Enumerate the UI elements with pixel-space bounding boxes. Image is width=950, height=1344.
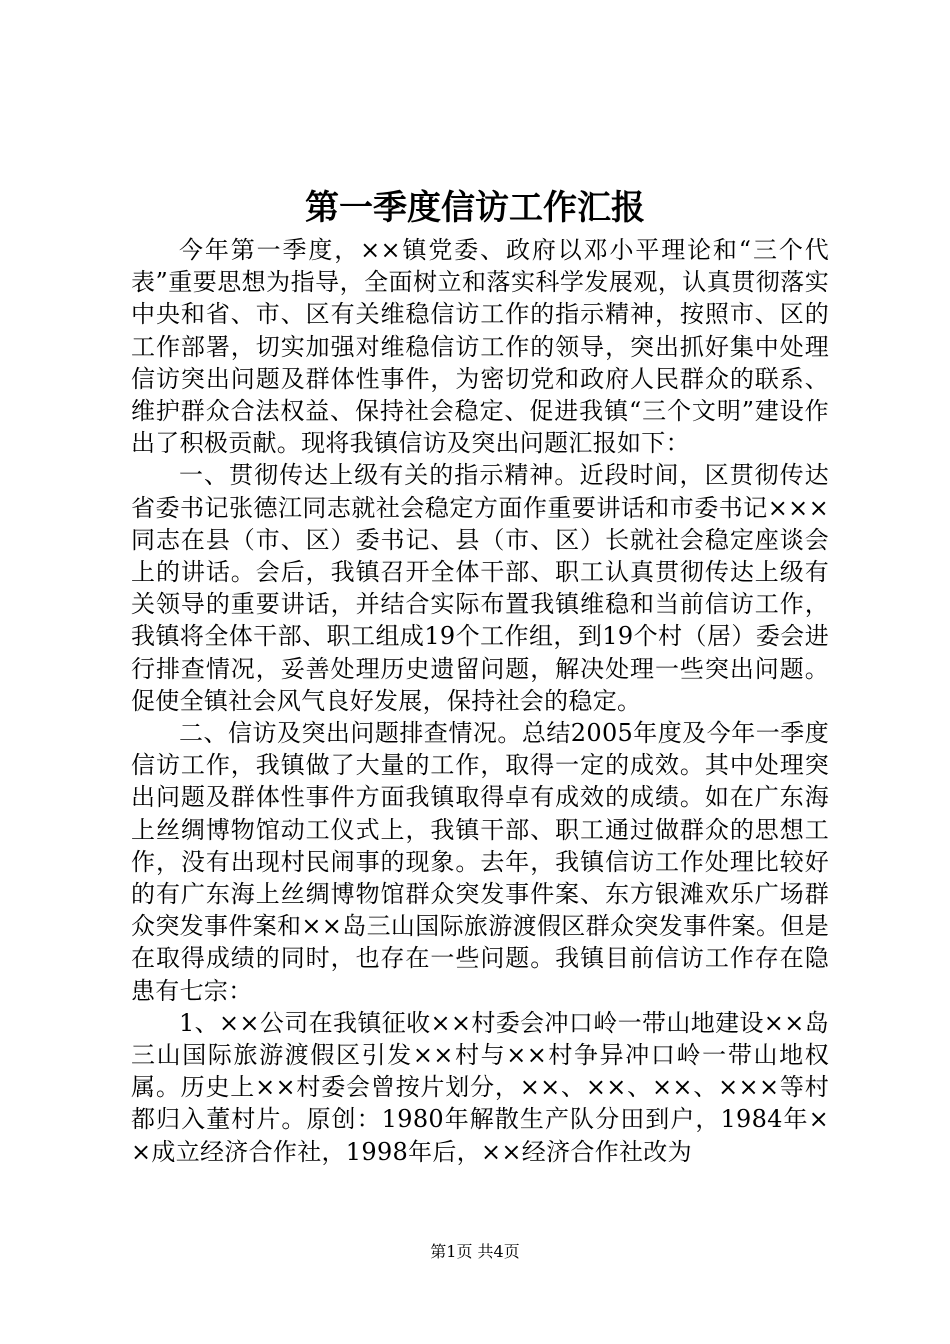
document-body bbox=[131, 234, 829, 1168]
paragraph-section-2: 二、信访及突出问题排查情况。总结2005年度及今年一季度信访工作，我镇做了大量的工作，取得一定的成效。其中处理突出问题及群体性事件方面我镇取得卓有成效的成绩。如在广东海上丝绸博物馆动工仪式上，我镇干部、职工通过做群众的思想工作，没有出现村民闹事的现象。去年，我镇信访工作处理比较好的有广东海上丝绸博物馆群众突发事件案、东方银滩欢乐广场群众突发事件案和××岛三山国际旅游渡假区群众突发事件案。但是在取得成绩的同时，也存在一些问题。我镇目前信访工作存在隐患有七宗： bbox=[131, 719, 829, 1005]
paragraph-section-1: 一、贯彻传达上级有关的指示精神。近段时间，区贯彻传达省委书记张德江同志就社会稳定方面作重要讲话和市委书记×××同志在县（市、区）委书记、县（市、区）长就社会稳定座谈会上的讲话。会后，我镇召开全体干部、职工认真贯彻传达上级有关领导的重要讲话，并结合实际布置我镇维稳和当前信访工作，我镇将全体干部、职工组成19个工作组，到19个村（居）委会进行排查情况，妥善处理历史遗留问题，解决处理一些突出问题。促使全镇社会风气良好发展，保持社会的稳定。 bbox=[131, 461, 829, 715]
paragraph-item-1: 1、××公司在我镇征收××村委会冲口岭一带山地建设××岛三山国际旅游渡假区引发××村与××村争异冲口岭一带山地权属。历史上××村委会曾按片划分，××、××、××、×××等村都归入董村片。原创：1980年解散生产队分田到户，1984年××成立经济合作社，1998年后，××经济合作社改为 bbox=[131, 1008, 829, 1166]
paragraph-intro: 今年第一季度，××镇党委、政府以邓小平理论和“三个代表”重要思想为指导，全面树立和落实科学发展观，认真贯彻落实中央和省、市、区有关维稳信访工作的指示精神，按照市、区的工作部署，切实加强对维稳信访工作的领导，突出抓好集中处理信访突出问题及群体性事件，为密切党和政府人民群众的联系、维护群众合法权益、保持社会稳定、促进我镇“三个文明”建设作出了积极贡献。现将我镇信访及突出问题汇报如下： bbox=[131, 236, 829, 458]
document-title: 第一季度信访工作汇报 bbox=[305, 188, 645, 228]
page-footer: 第1页 共4页 bbox=[430, 1242, 520, 1261]
